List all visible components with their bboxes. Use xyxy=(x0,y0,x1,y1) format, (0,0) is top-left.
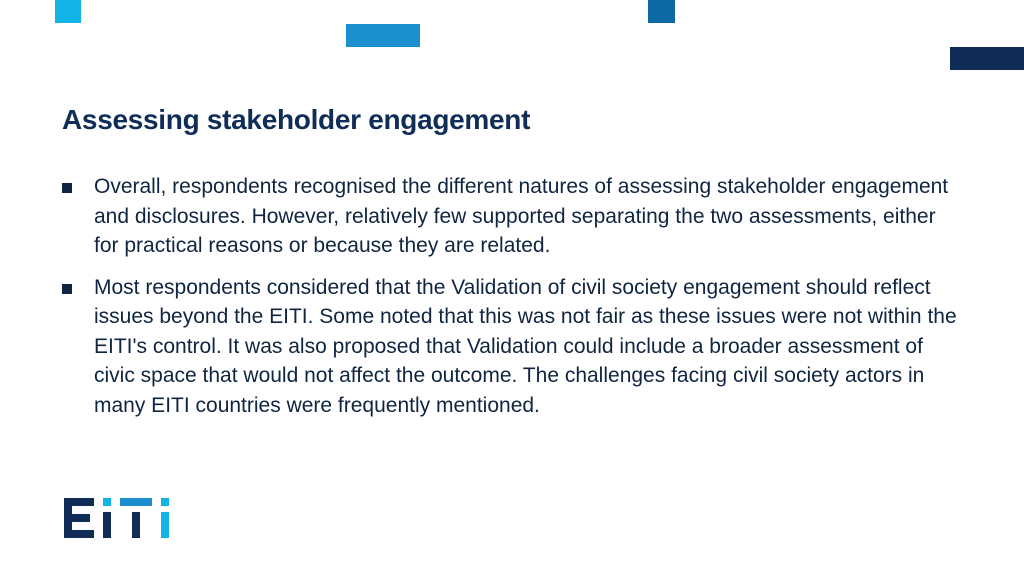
decor-bar-cyan xyxy=(55,0,81,23)
bullet-item xyxy=(62,273,962,421)
logo-letter-t xyxy=(120,498,152,538)
eiti-logo xyxy=(64,498,171,538)
slide-title: Assessing stakeholder engagement xyxy=(62,104,531,135)
bullet-text: Overall, respondents recognised the different natures of assessing stakeholder engagement and disclosures. However, relatively few supported separating the two assessments, either for practical reasons or because they are related. xyxy=(94,175,949,257)
bullet-list xyxy=(62,172,962,432)
decor-bar-blue xyxy=(346,24,420,47)
logo-letter-i xyxy=(103,498,111,538)
square-bullet-icon xyxy=(62,284,72,294)
logo-letter-i-2 xyxy=(161,498,169,538)
bullet-item xyxy=(62,172,962,261)
bullet-text: Most respondents considered that the Validation of civil society engagement should reflect issues beyond the EITI. Some noted that this was not fair as these issues were not within the EITI's control. It was also proposed that Validation could include a broader assessment of civic space that would not affect the outcome. The challenges facing civil society actors in many EITI countries were frequently mentioned. xyxy=(94,275,957,417)
square-bullet-icon xyxy=(62,183,72,193)
decor-bar-navy xyxy=(950,47,1024,70)
decor-bar-mid-blue xyxy=(648,0,675,23)
logo-letter-e xyxy=(64,498,94,538)
